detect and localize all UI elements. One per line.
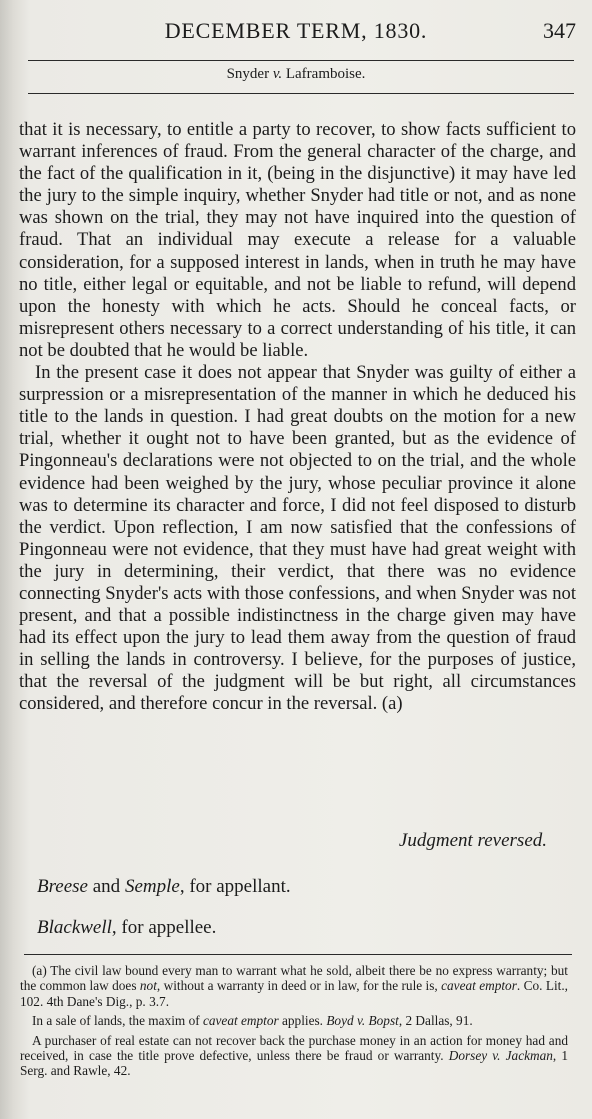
counsel-name: Breese xyxy=(37,876,88,897)
counsel-appellant xyxy=(37,876,291,898)
counsel-appellee xyxy=(37,917,216,939)
case-plaintiff: Snyder xyxy=(226,66,270,82)
opinion-paragraph: In the present case it does not appear that Snyder was guilty of either a surpression or a misrepresentation of the manner in which he deduced his title to the lands in question. I had great doubts on the motion for a new trial, whether it ought not to have been granted, but as the evidence of Pingonneau's declarations were not objected to on the trial, and the whole evidence had been weighed by the jury, whose peculiar province it alone was to determine its character and force, I did not feel disposed to disturb the verdict. Upon reflection, I am now satisfied that the confessions of Pingonneau were not evidence, that they must have had great weight with the jury in determining, their verdict, that there was no evidence connecting Snyder's acts with those confessions, and when Snyder was not present, and that a possible indistinctness in the charge given may have had its effect upon the jury to lead them away from the question of fraud in selling the lands in controversy. I believe, for the purposes of justice, that the reversal of the judgment will be but right, all circumstances considered, and therefore concur in the reversal. (a) xyxy=(19,362,576,715)
page-number: 347 xyxy=(543,18,576,43)
opinion-paragraph: that it is necessary, to entitle a party to recover, to show facts sufficient to warrant inferences of fraud. From the general character of the charge, and the fact of the qualification in it, (being in the disjunctive) it may have led the jury to the simple inquiry, whether Snyder had title or not, and as none was shown on the trial, they may not have inquired into the question of fraud. That an individual may execute a release for a valuable consideration, for a supposed interest in lands, when in truth he may have no title, either legal or equitable, and not be liable to refund, will depend upon the honesty with which he acts. Should he conceal facts, or misrepresent others necessary to a correct understanding of his title, it can not be doubted that he would be liable. xyxy=(19,119,576,361)
counsel-conjunction: and xyxy=(88,876,125,897)
case-name xyxy=(0,66,592,83)
footnote-rule xyxy=(24,954,572,955)
counsel-role: , for appellee. xyxy=(111,917,217,938)
header-rule-top xyxy=(28,60,574,61)
case-defendant: Laframboise. xyxy=(285,66,366,82)
footnotes xyxy=(20,963,568,1083)
judgment-line: Judgment reversed. xyxy=(398,830,547,851)
counsel-role: , for appellant. xyxy=(179,876,291,897)
header-rule-bottom xyxy=(28,93,574,94)
running-title: DECEMBER TERM, 1830. xyxy=(164,18,428,43)
counsel-name: Blackwell xyxy=(37,917,112,938)
counsel-name: Semple xyxy=(124,876,180,897)
footnote-a: (a) The civil law bound every man to warrant what he sold, albeit there be no express warranty; but the common law does not, without a warranty in deed or in law, for the rule is, caveat emptor. Co. Lit., 102. 4th Dane's Dig., p. 3.7. xyxy=(20,963,568,1009)
footnote-c: A purchaser of real estate can not recover back the purchase money in an action for money had and received, in case the title prove defective, unless there be fraud or warranty. Dorsey v. Jackman, 1 Serg. and Rawle, 42. xyxy=(20,1032,569,1079)
page-header xyxy=(0,14,592,46)
case-versus: v. xyxy=(272,66,283,82)
opinion-text xyxy=(19,119,576,716)
footnote-b: In a sale of lands, the maxim of caveat emptor applies. Boyd v. Bopst, 2 Dallas, 91. xyxy=(32,1013,473,1029)
